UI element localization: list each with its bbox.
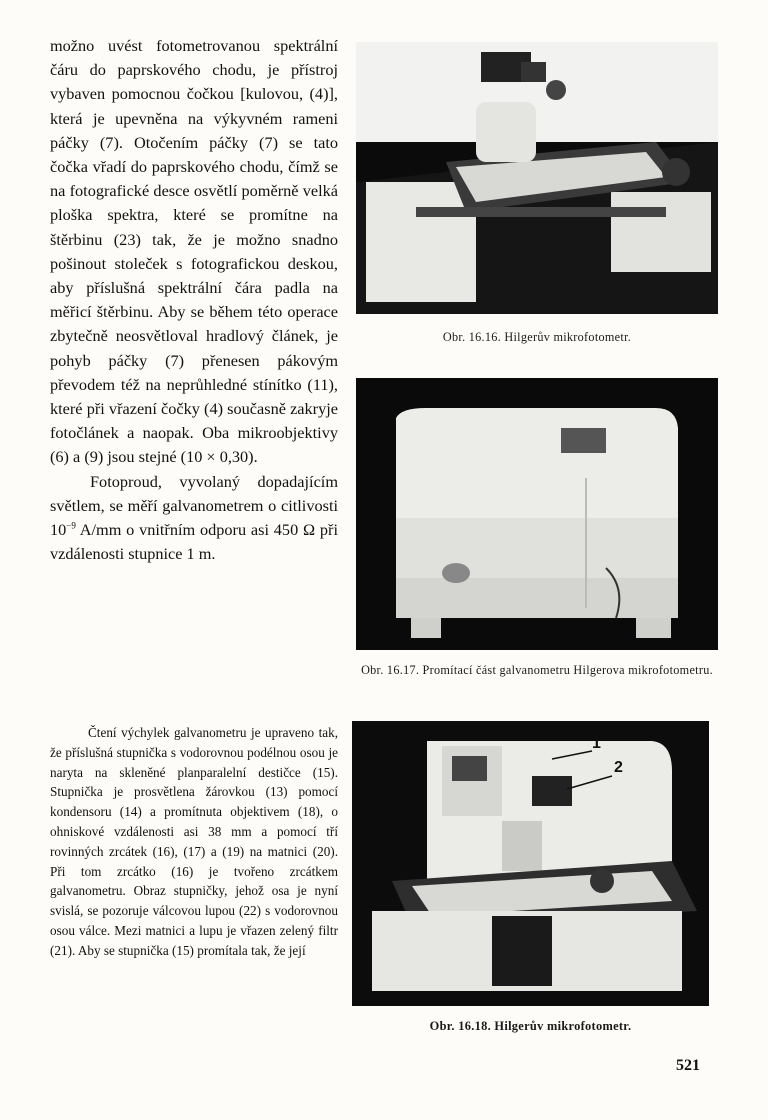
figure-16-16-caption: Obr. 16.16. Hilgerův mikrofotometr. [442,330,632,344]
small-paragraph: Čtení výchylek galvanometru je upraveno tak, že příslušná stupnička s vodorovnou podélnou osou je naryta na skleněné planparalelní destičce (15). Stupnička je prosvětlena žárovkou (13) pomocí kondensoru (14) a promítnuta objektivem (18), o ohniskové vzdálenosti asi 38 mm a pomocí tří rovinných zrcátek (16), (17) a (19) na matnici (20). Při tom zrcátko (16) je tvořeno zrcátkem galvanometru. Obraz stupničky, jehož osa je nyní svislá, se pozoruje válcovou lupou (22) s vodorovnou osou válce. Mezi matnici a lupu je vřazen zelený filtr (21). Aby se stupnička (15) promítala tak, že její [50,725,338,958]
galvanometer-projection-photo [356,378,718,650]
main-text-column [50,34,338,566]
small-print-text [50,723,338,961]
microphotometer-photo [356,42,718,314]
figure-label-2: 2 [614,759,623,776]
microphotometer-labeled-photo [352,721,709,1006]
paragraph-1: možno uvést fotometrovanou spektrální čáru do paprskového chodu, je přístroj vybaven pomocnou čočkou [kulovou, (4)], která je upevněna na výkyvném rameni páčky (7). Otočením páčky (7) se tato čočka vřadí do paprskového chodu, čímž se na fotografické desce osvětlí poměrně velká ploška spektra, které se promítne na štěrbinu (23) tak, že je možno snadno pošinout stoleček s fotografickou deskou, aby příslušná spektrální čára padla na měřicí štěrbinu. Aby se během této operace zbytečně neosvětloval hradlový článek, je pohyb páčky (7) přenesen pákovým převodem též na neprůhledné stínítko (11), které při vřazení čočky (4) současně zakryje fotočlánek a naopak. Oba mikroobjektivy (6) a (9) jsou stejné (10 × 0,30). [50,36,338,467]
paragraph-2-text-end: A/mm o vnitřním odporu asi 450 Ω při vzdálenosti stupnice 1 m. [50,520,338,564]
figure-16-16-photo [356,42,718,314]
paragraph-2 [50,470,338,567]
exponent: −9 [66,520,76,531]
figure-16-17-caption: Obr. 16.17. Promítací část galvanometru Hilgerova mikrofotometru. [361,663,713,677]
figure-label-1: 1 [592,735,601,752]
main-text [50,34,338,566]
paragraph-2-text: Fotoproud, vyvolaný dopadajícím světlem, se měří galvanometrem o citlivosti 10 [50,471,338,540]
figure-16-17-photo [356,378,718,650]
figure-16-18-photo [352,721,709,1006]
figure-16-18-caption: Obr. 16.18. Hilgerův mikrofotometr. [429,1019,632,1033]
page-number: 521 [676,1057,700,1074]
